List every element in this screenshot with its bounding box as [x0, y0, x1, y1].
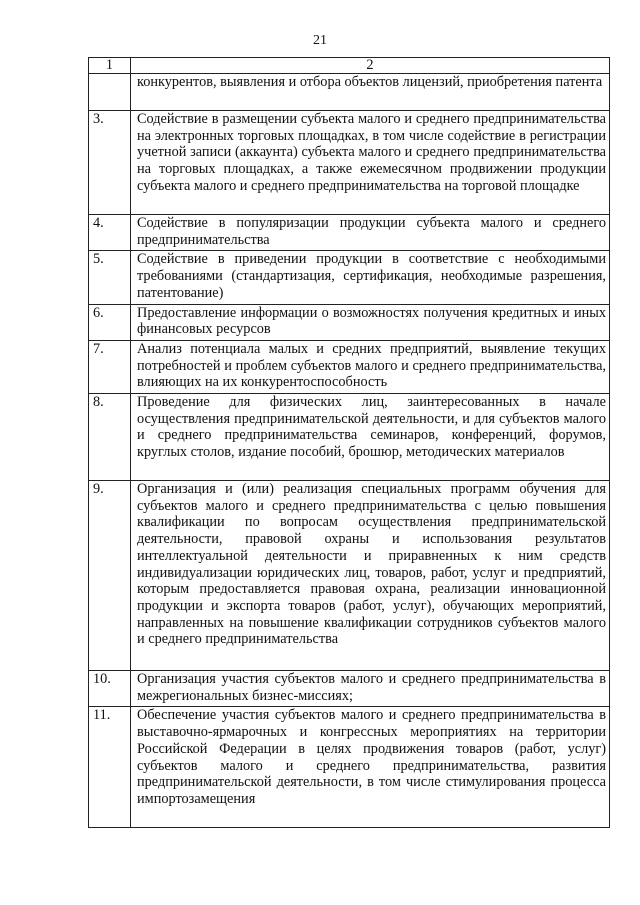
table-row: [89, 251, 610, 304]
column-header: 2: [131, 58, 610, 74]
table-row: [89, 394, 610, 481]
table-row: [89, 304, 610, 340]
table-row: [89, 111, 610, 215]
row-number: 8.: [89, 394, 131, 481]
row-text: Обеспечение участия субъектов малого и среднего предпринимательства в выставочно-ярмарочных и конгрессных мероприятиях на территории Российской Федерации в целях продвижения товаров (работ, услуг) субъектов малого и среднего предпринимательства, развития предпринимательской деятельности, в том числе стимулирования процесса импортозамещения: [131, 707, 610, 828]
services-table: [88, 57, 610, 828]
row-text: Содействие в популяризации продукции субъекта малого и среднего предпринимательства: [131, 215, 610, 251]
table-header-row: [89, 58, 610, 74]
table-row: [89, 74, 610, 111]
table-row: [89, 481, 610, 671]
row-number: 7.: [89, 340, 131, 393]
row-number: 4.: [89, 215, 131, 251]
row-text: Анализ потенциала малых и средних предприятий, выявление текущих потребностей и проблем субъектов малого и среднего предпринимательства, влияющих на их конкурентоспособность: [131, 340, 610, 393]
row-text: Предоставление информации о возможностях получения кредитных и иных финансовых ресурсов: [131, 304, 610, 340]
row-text: Организация и (или) реализация специальных программ обучения для субъектов малого и среднего предпринимательства с целью повышения квалификации по вопросам осуществления предпринимательской деятельности, правовой охраны и использования результатов интеллектуальной деятельности и приравненных к ним средств индивидуализации юридических лиц, товаров, работ, услуг и предприятий, которым предоставляется правовая охрана, реализации инновационной продукции и экспорта товаров (работ, услуг), обучающих мероприятий, направленных на повышение квалификации сотрудников субъектов малого и среднего предпринимательства: [131, 481, 610, 671]
row-number: 5.: [89, 251, 131, 304]
table-row: [89, 340, 610, 393]
row-text: Содействие в размещении субъекта малого и среднего предпринимательства на электронных торговых площадках, в том числе содействие в регистрации учетной записи (аккаунта) субъекта малого и среднего предпринимательства на торговых площадках, а также ежемесячном продвижении продукции субъекта малого и среднего предпринимательства на торговой площадке: [131, 111, 610, 215]
row-number: 11.: [89, 707, 131, 828]
row-number: 9.: [89, 481, 131, 671]
row-number: [89, 74, 131, 111]
column-header: 1: [89, 58, 131, 74]
row-number: 3.: [89, 111, 131, 215]
table-row: [89, 671, 610, 707]
row-number: 10.: [89, 671, 131, 707]
row-text: Организация участия субъектов малого и среднего предпринимательства в межрегиональных бизнес-миссиях;: [131, 671, 610, 707]
row-number: 6.: [89, 304, 131, 340]
table-row: [89, 215, 610, 251]
row-text: Содействие в приведении продукции в соответствие с необходимыми требованиями (стандартизация, сертификация, необходимые разрешения, патентование): [131, 251, 610, 304]
row-text: конкурентов, выявления и отбора объектов лицензий, приобретения патента: [131, 74, 610, 111]
row-text: Проведение для физических лиц, заинтересованных в начале осуществления предпринимательской деятельности, и для субъектов малого и среднего предпринимательства семинаров, конференций, форумов, круглых столов, издание пособий, брошюр, методических материалов: [131, 394, 610, 481]
table-row: [89, 707, 610, 828]
page-number: 21: [313, 33, 327, 48]
